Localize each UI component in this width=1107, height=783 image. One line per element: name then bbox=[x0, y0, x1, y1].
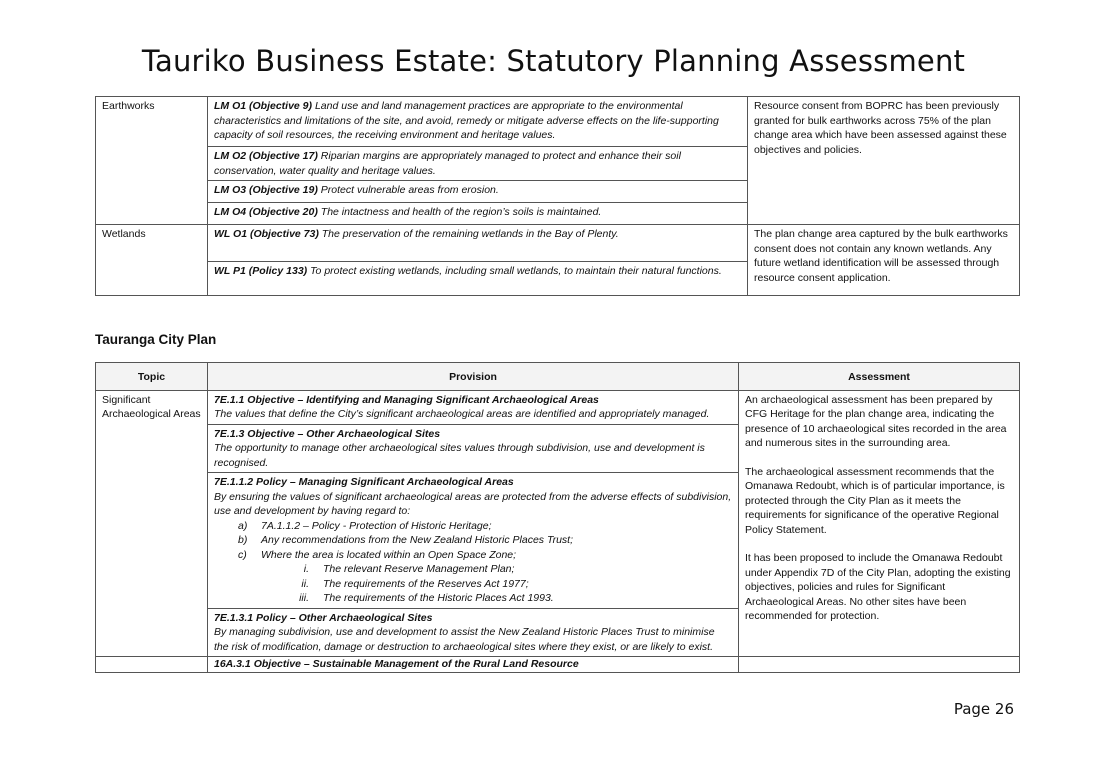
assessment-cell bbox=[739, 390, 1020, 657]
assessment-cell: Resource consent from BOPRC has been previously granted for bulk earthworks across 75% of the plan change area which have been assessed against these objectives and policies. bbox=[748, 97, 1020, 225]
sublist-item bbox=[214, 591, 732, 606]
provision-heading: 7E.1.1 Objective – Identifying and Managing Significant Archaeological Areas bbox=[214, 393, 599, 406]
topic-cell: Earthworks bbox=[96, 97, 208, 225]
provision-cell bbox=[208, 97, 748, 147]
topic-cell: Wetlands bbox=[96, 225, 208, 296]
list-label: iii. bbox=[299, 592, 309, 604]
page-title: Tauriko Business Estate: Statutory Planning Assessment bbox=[141, 44, 966, 78]
list-label: c) bbox=[238, 548, 247, 561]
provision-code: WL O1 (Objective 73) bbox=[214, 228, 319, 240]
provision-cell bbox=[208, 473, 739, 609]
topic-cell: Significant Archaeological Areas bbox=[96, 390, 208, 657]
list-text: The requirements of the Historic Places Act 1993. bbox=[323, 592, 554, 604]
list-label: a) bbox=[238, 519, 248, 532]
provision-text: Protect vulnerable areas from erosion. bbox=[320, 184, 499, 196]
assessment-paragraph: An archaeological assessment has been prepared by CFG Heritage for the plan change area, indicating the presence of 10 archaeological sites recorded in the area and numerous sites in the surrounding area. bbox=[745, 393, 1007, 449]
assessment-paragraph: It has been proposed to include the Omanawa Redoubt under Appendix 7D of the City Plan, adopting the existing objectives, policies and rules for Significant Archaeological Areas. No other sites have been recommended for protection. bbox=[745, 552, 1011, 622]
sublist-item bbox=[214, 562, 732, 577]
provision-text: By managing subdivision, use and development to assist the New Zealand Historic Places Trust to minimise the risk of modification, damage or destruction to archaeological sites where they exist, or are likely to exist. bbox=[214, 626, 715, 653]
list-item bbox=[214, 519, 732, 534]
header-assessment: Assessment bbox=[739, 363, 1020, 391]
provision-code: LM O1 (Objective 9) bbox=[214, 100, 313, 112]
assessment-paragraph: The archaeological assessment recommends that the Omanawa Redoubt, which is of particular importance, is protected through the City Plan as it meets the requirements for significance of the operative Regional Policy Statement. bbox=[745, 465, 1005, 536]
provision-cell bbox=[208, 225, 748, 262]
provision-text: The intactness and health of the region’s soils is maintained. bbox=[320, 206, 602, 218]
provision-heading: 16A.3.1 Objective – Sustainable Management of the Rural Land Resource bbox=[214, 658, 579, 670]
provision-text: To protect existing wetlands, including small wetlands, to maintain their natural functions. bbox=[310, 265, 722, 277]
list-label: ii. bbox=[301, 577, 309, 590]
city-plan-table bbox=[95, 362, 1020, 673]
provision-cell bbox=[208, 262, 748, 296]
provision-cell bbox=[208, 390, 739, 424]
page-number: Page 26 bbox=[953, 700, 1014, 718]
provision-code: LM O2 (Objective 17) bbox=[214, 150, 318, 162]
assessment-cell: The plan change area captured by the bulk earthworks consent does not contain any known wetlands. Any future wetland identification will be assessed through resource consent application. bbox=[748, 225, 1020, 296]
header-provision: Provision bbox=[208, 363, 739, 391]
list-text: Where the area is located within an Open Space Zone; bbox=[261, 548, 517, 561]
list-text: Any recommendations from the New Zealand Historic Places Trust; bbox=[261, 534, 574, 546]
header-topic: Topic bbox=[96, 363, 208, 391]
topic-cell bbox=[96, 657, 208, 673]
sublist-item bbox=[214, 577, 732, 592]
provision-cell bbox=[208, 147, 748, 181]
provision-text: The opportunity to manage other archaeological sites values through subdivision, use and development is recognised. bbox=[214, 442, 705, 469]
list-label: b) bbox=[238, 534, 248, 546]
provision-text: The values that define the City’s significant archaeological areas are identified and appropriately managed. bbox=[214, 408, 710, 420]
provision-code: LM O3 (Objective 19) bbox=[214, 184, 318, 196]
list-label: i. bbox=[303, 563, 309, 575]
list-text: The requirements of the Reserves Act 1977; bbox=[323, 577, 529, 590]
provision-cell bbox=[208, 657, 739, 673]
list-item bbox=[214, 548, 732, 563]
provision-cell bbox=[208, 203, 748, 225]
provision-text: The preservation of the remaining wetlands in the Bay of Plenty. bbox=[321, 228, 619, 240]
provision-text: By ensuring the values of significant archaeological areas are protected from the adverse effects of subdivision, use and development by having regard to: bbox=[214, 490, 732, 517]
section-heading: Tauranga City Plan bbox=[95, 332, 217, 347]
provision-text: Land use and land management practices are appropriate to the environmental characteristics and limitations of the site, and avoid, remedy or mitigate adverse effects on the life-supporting capacity of soil resources, the receiving environment and heritage values. bbox=[214, 100, 719, 141]
provision-text: Riparian margins are appropriately managed to protect and enhance their soil conservation, water quality and heritage values. bbox=[214, 150, 681, 177]
provision-code: WL P1 (Policy 133) bbox=[214, 265, 308, 277]
assessment-cell bbox=[739, 657, 1020, 673]
provision-code: LM O4 (Objective 20) bbox=[214, 206, 318, 218]
regional-policy-table bbox=[95, 96, 1020, 296]
provision-heading: 7E.1.3.1 Policy – Other Archaeological Sites bbox=[214, 611, 433, 624]
provision-cell bbox=[208, 424, 739, 473]
list-text: The relevant Reserve Management Plan; bbox=[323, 563, 515, 575]
provision-heading: 7E.1.1.2 Policy – Managing Significant Archaeological Areas bbox=[214, 476, 514, 488]
provision-heading: 7E.1.3 Objective – Other Archaeological Sites bbox=[214, 427, 441, 440]
provision-cell bbox=[208, 181, 748, 203]
list-item bbox=[214, 533, 732, 548]
provision-cell bbox=[208, 608, 739, 657]
list-text: 7A.1.1.2 – Policy - Protection of Historic Heritage; bbox=[261, 519, 492, 532]
